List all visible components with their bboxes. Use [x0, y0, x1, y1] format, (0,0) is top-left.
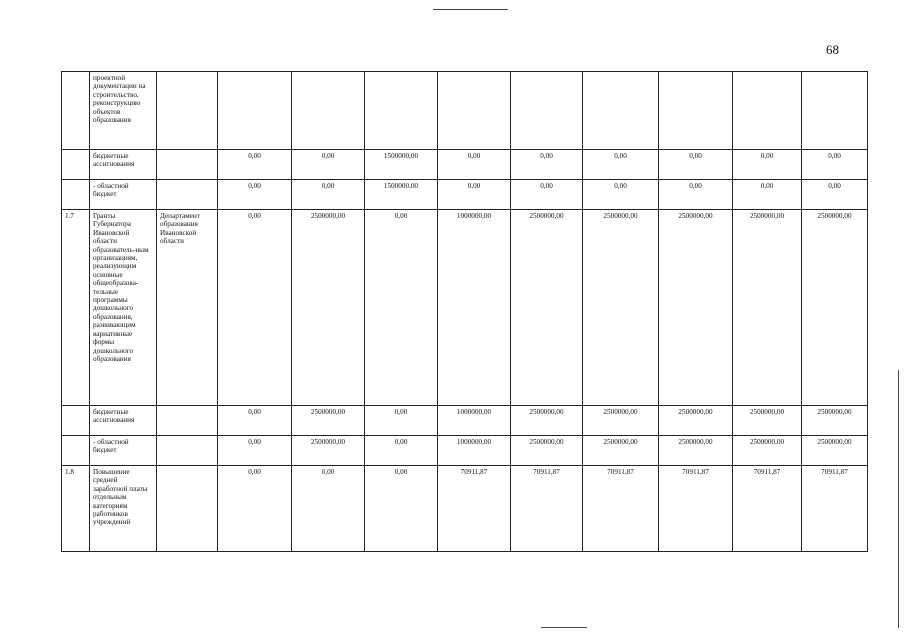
value-cell-year-7: 2500000,00 — [659, 436, 733, 466]
table-row — [62, 466, 868, 552]
value-cell-year-7: 2500000,00 — [659, 210, 733, 406]
row-executor: Департамент образования Ивановской области — [157, 210, 218, 406]
value-cell-year-9: 70911,87 — [802, 466, 868, 552]
value-cell-year-3: 0,00 — [365, 436, 438, 466]
value-cell-year-3: 0,00 — [365, 210, 438, 406]
row-index: 1.7 — [62, 210, 90, 406]
top-scan-line — [433, 9, 508, 10]
row-executor — [157, 150, 218, 180]
value-cell-year-1: 0,00 — [218, 180, 292, 210]
row-description: - областной бюджет — [90, 436, 157, 466]
value-cell-year-4: 70911,87 — [438, 466, 511, 552]
value-cell-year-2: 0,00 — [292, 180, 365, 210]
value-cell-year-1: 0,00 — [218, 406, 292, 436]
value-cell-year-4: 1000000,00 — [438, 406, 511, 436]
row-executor — [157, 436, 218, 466]
value-cell-year-2 — [292, 72, 365, 150]
table-row — [62, 406, 868, 436]
value-cell-year-8 — [733, 72, 802, 150]
bottom-scan-line — [541, 627, 587, 628]
value-cell-year-9: 2500000,00 — [802, 436, 868, 466]
row-executor — [157, 180, 218, 210]
value-cell-year-1: 0,00 — [218, 150, 292, 180]
value-cell-year-3 — [365, 72, 438, 150]
value-cell-year-8: 2500000,00 — [733, 436, 802, 466]
row-index — [62, 406, 90, 436]
value-cell-year-3: 0,00 — [365, 406, 438, 436]
value-cell-year-3: 1500000,00 — [365, 180, 438, 210]
row-index: 1.8 — [62, 466, 90, 552]
value-cell-year-5 — [511, 72, 583, 150]
value-cell-year-5: 2500000,00 — [511, 210, 583, 406]
row-description: проектной документации на строительство, реконструкцию объектов образования — [90, 72, 157, 150]
row-executor — [157, 72, 218, 150]
row-index — [62, 150, 90, 180]
value-cell-year-6: 70911,87 — [583, 466, 659, 552]
value-cell-year-9: 0,00 — [802, 180, 868, 210]
table-row — [62, 210, 868, 406]
row-description: - областной бюджет — [90, 180, 157, 210]
value-cell-year-7: 0,00 — [659, 150, 733, 180]
budget-table — [61, 71, 868, 552]
value-cell-year-6: 0,00 — [583, 180, 659, 210]
value-cell-year-6 — [583, 72, 659, 150]
value-cell-year-5: 0,00 — [511, 180, 583, 210]
value-cell-year-6: 2500000,00 — [583, 436, 659, 466]
value-cell-year-6: 2500000,00 — [583, 406, 659, 436]
value-cell-year-2: 2500000,00 — [292, 406, 365, 436]
value-cell-year-9: 2500000,00 — [802, 406, 868, 436]
value-cell-year-4: 1000000,00 — [438, 436, 511, 466]
value-cell-year-1: 0,00 — [218, 436, 292, 466]
row-index — [62, 180, 90, 210]
value-cell-year-7: 70911,87 — [659, 466, 733, 552]
value-cell-year-4: 0,00 — [438, 180, 511, 210]
row-description: Повышение средней заработной платы отдельным категориям работников учреждений — [90, 466, 157, 552]
value-cell-year-6: 0,00 — [583, 150, 659, 180]
table-row — [62, 150, 868, 180]
value-cell-year-3: 0,00 — [365, 466, 438, 552]
table-row — [62, 436, 868, 466]
row-executor — [157, 466, 218, 552]
value-cell-year-5: 70911,87 — [511, 466, 583, 552]
page-number: 68 — [826, 42, 839, 57]
value-cell-year-2: 2500000,00 — [292, 210, 365, 406]
value-cell-year-6: 2500000,00 — [583, 210, 659, 406]
row-executor — [157, 406, 218, 436]
row-description: бюджетные ассигнования — [90, 406, 157, 436]
table-row — [62, 180, 868, 210]
value-cell-year-1: 0,00 — [218, 466, 292, 552]
value-cell-year-8: 0,00 — [733, 180, 802, 210]
value-cell-year-8: 2500000,00 — [733, 406, 802, 436]
row-description: Гранты Губернатора Ивановской области образователь-ным организациям, реализующим основные общеобразова-тельные программы дошкольного образования, развивающим вариативные формы дошкольного образования — [90, 210, 157, 406]
value-cell-year-2: 0,00 — [292, 466, 365, 552]
row-description: бюджетные ассигнования — [90, 150, 157, 180]
value-cell-year-9: 2500000,00 — [802, 210, 868, 406]
value-cell-year-1: 0,00 — [218, 210, 292, 406]
value-cell-year-4 — [438, 72, 511, 150]
table-row — [62, 72, 868, 150]
value-cell-year-7: 0,00 — [659, 180, 733, 210]
value-cell-year-5: 2500000,00 — [511, 406, 583, 436]
value-cell-year-8: 70911,87 — [733, 466, 802, 552]
value-cell-year-3: 1500000,00 — [365, 150, 438, 180]
row-index — [62, 72, 90, 150]
value-cell-year-2: 0,00 — [292, 150, 365, 180]
value-cell-year-9 — [802, 72, 868, 150]
value-cell-year-4: 0,00 — [438, 150, 511, 180]
value-cell-year-2: 2500000,00 — [292, 436, 365, 466]
value-cell-year-1 — [218, 72, 292, 150]
value-cell-year-8: 2500000,00 — [733, 210, 802, 406]
value-cell-year-9: 0,00 — [802, 150, 868, 180]
value-cell-year-7 — [659, 72, 733, 150]
right-scan-edge — [898, 370, 899, 628]
value-cell-year-8: 0,00 — [733, 150, 802, 180]
value-cell-year-7: 2500000,00 — [659, 406, 733, 436]
value-cell-year-4: 1000000,00 — [438, 210, 511, 406]
value-cell-year-5: 0,00 — [511, 150, 583, 180]
row-index — [62, 436, 90, 466]
value-cell-year-5: 2500000,00 — [511, 436, 583, 466]
